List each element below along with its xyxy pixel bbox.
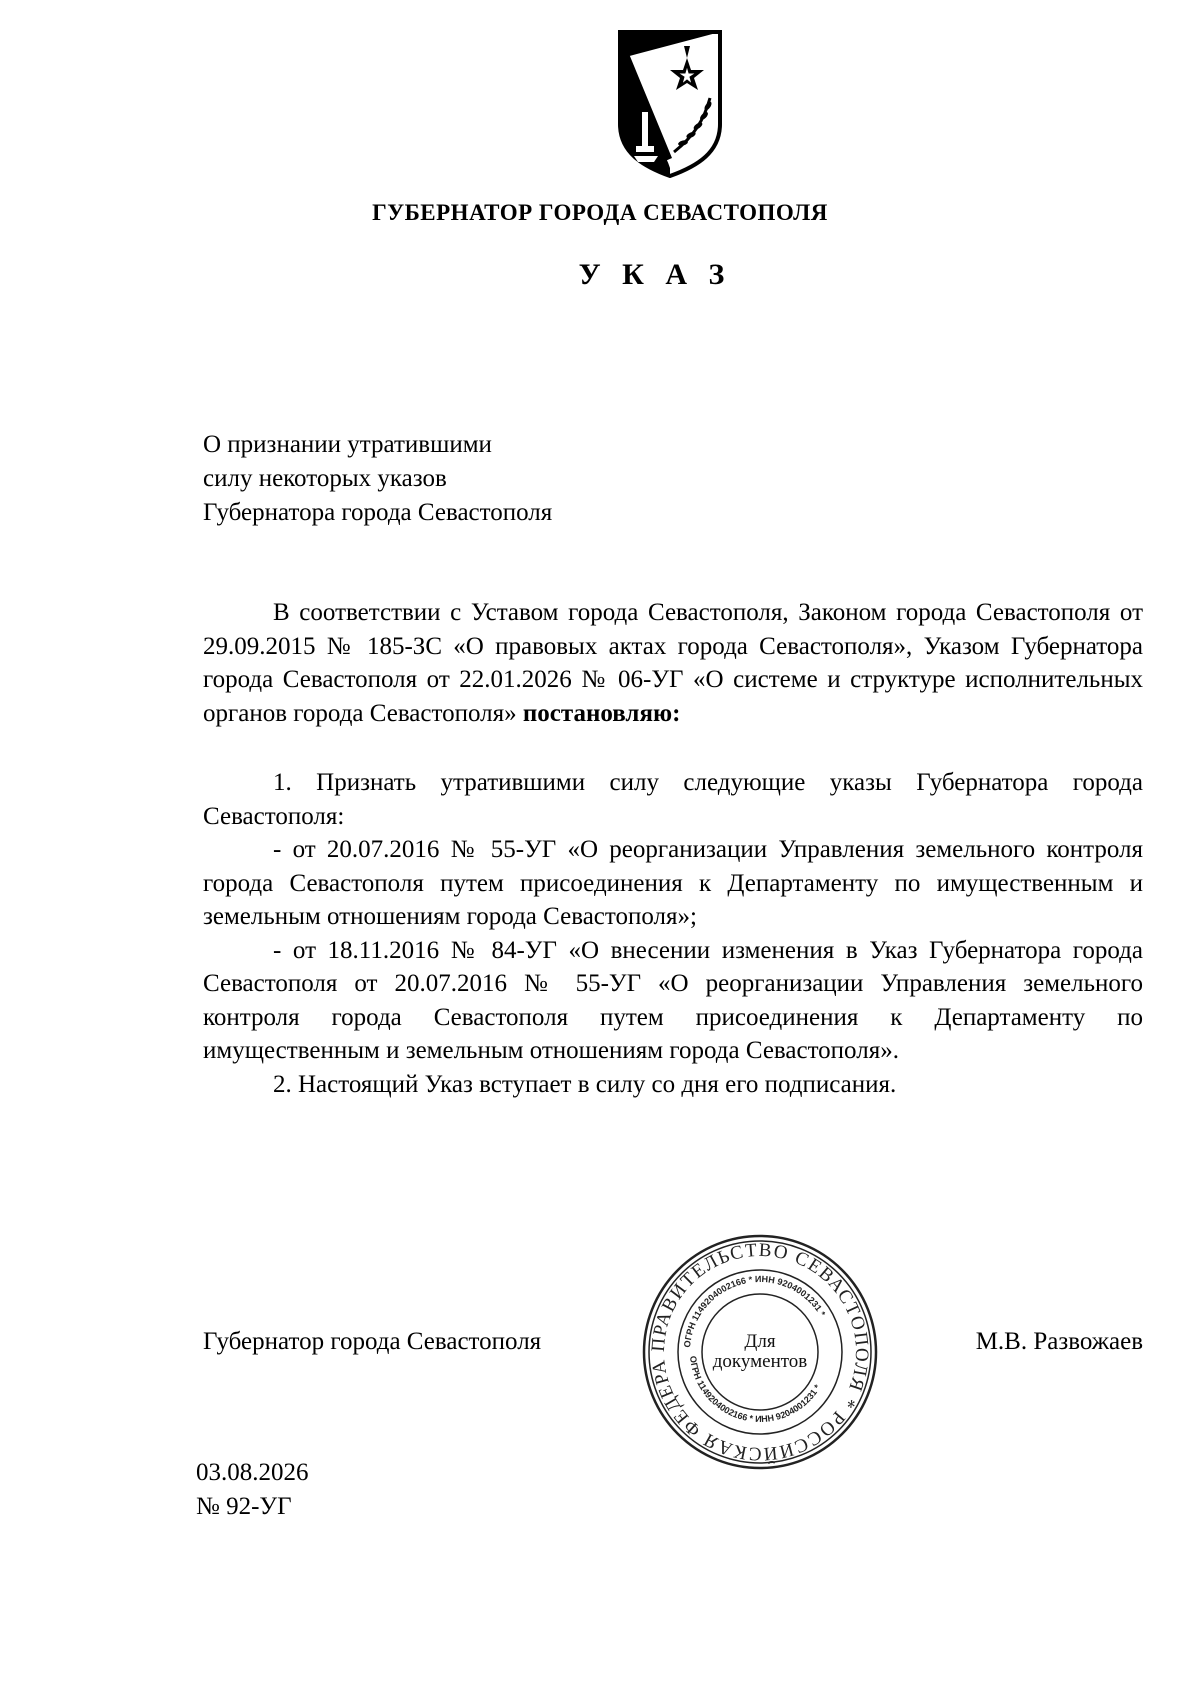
- seal-center-line: Для: [744, 1331, 776, 1352]
- seal-inner-bottom-text: ОГРН 1149204002166 * ИНН 9204001231 *: [688, 1355, 823, 1425]
- seal-center: [640, 1232, 880, 1472]
- seal-center-line: документов: [712, 1351, 808, 1372]
- official-seal: [640, 1232, 880, 1472]
- document-type: У К А З: [578, 258, 732, 291]
- document-date: 03.08.2026: [196, 1459, 309, 1486]
- item-1: 1. Признать утратившими силу следующие указы Губернатора города Севастополя:: [203, 769, 1143, 830]
- sevastopol-coat-of-arms-icon: [614, 28, 726, 178]
- signatory-position: Губернатор города Севастополя: [203, 1328, 542, 1355]
- subject-line: Губернатора города Севастополя: [203, 499, 553, 526]
- subject-line: О признании утратившими: [203, 431, 492, 458]
- document-subject: [203, 428, 552, 530]
- subject-line: силу некоторых указов: [203, 465, 447, 492]
- item-1-subitem: - от 18.11.2016 № 84-УГ «О внесении изменения в Указ Губернатора города Севастополя от 20.07.2016 № 55-УГ «О реорганизации Управления земельного контроля города Севастополя путем присоединения к Департаменту по имущественным и земельным отношениям города Севастополя».: [203, 936, 1143, 1064]
- document-body: [203, 596, 1143, 1101]
- signatory-name: М.В. Развожаев: [975, 1328, 1143, 1355]
- document-number: № 92-УГ: [196, 1493, 292, 1520]
- seal-inner-top-text: ОГРН 1149204002166 * ИНН 9204001231 *: [682, 1273, 828, 1348]
- item-1-subitem: - от 20.07.2016 № 55-УГ «О реорганизации Управления земельного контроля города Севастополя путем присоединения к Департаменту по имущественным и земельным отношениям города Севастополя»;: [203, 836, 1143, 930]
- preamble-paragraph: [203, 596, 1143, 730]
- preamble-text: В соответствии с Уставом города Севастополя, Законом города Севастополя от 29.09.2015 № 185-ЗС «О правовых актах города Севастополя», Указом Губернатора города Севастополя от 22.01.2026 № 06-УГ «О системе и структуре исполнительных органов города Севастополя»: [203, 599, 1143, 727]
- issuing-authority: ГУБЕРНАТОР ГОРОДА СЕВАСТОПОЛЯ: [372, 200, 828, 225]
- seal-outer-text: ПРАВИТЕЛЬСТВО СЕВАСТОПОЛЯ * РОССИЙСКАЯ ФЕДЕРА: [647, 1239, 873, 1465]
- document-registration: [196, 1456, 309, 1524]
- item-2: 2. Настоящий Указ вступает в силу со дня его подписания.: [273, 1070, 897, 1098]
- decree-word: постановляю:: [522, 699, 681, 727]
